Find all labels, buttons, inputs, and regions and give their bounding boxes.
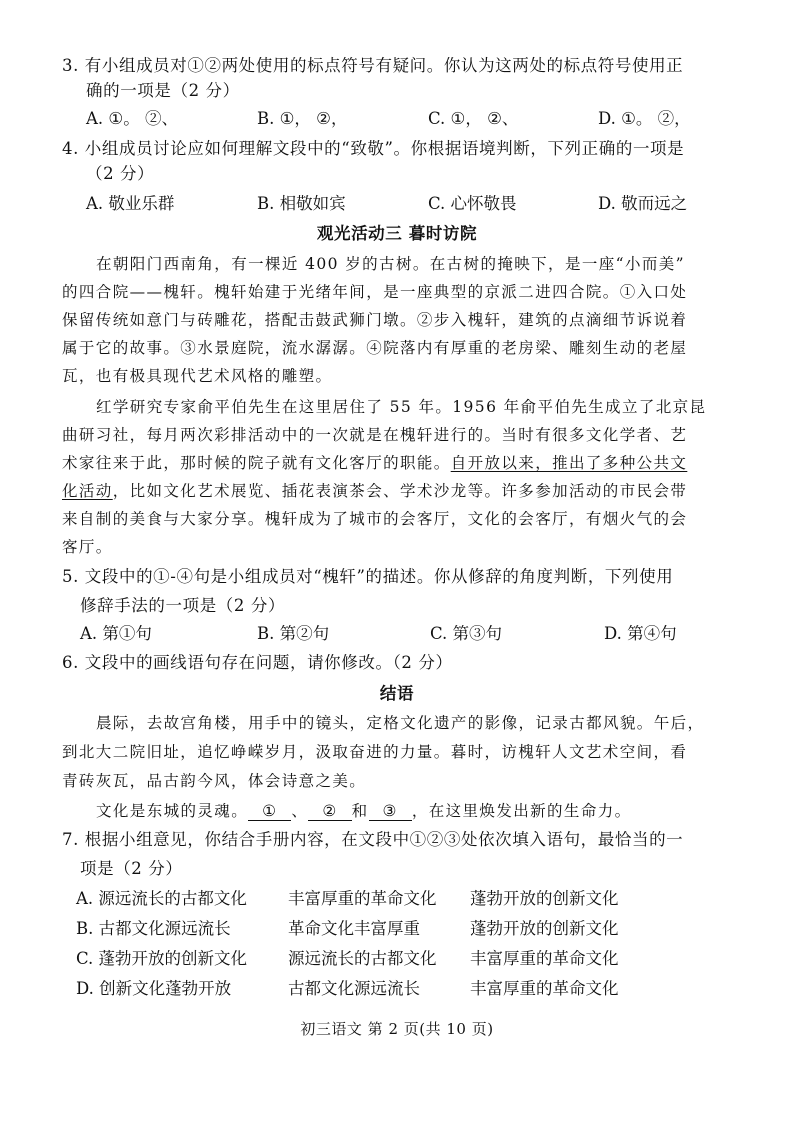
q7-option-b-col1: B. 古都文化源远流长: [76, 919, 231, 938]
q7-option-d-col3: 丰富厚重的革命文化: [470, 979, 619, 998]
fill-in-prefix: 文化是东城的灵魂。: [96, 802, 249, 820]
underlined-sentence-part1: 自开放以来，推出了多种公共文: [450, 454, 688, 472]
conclusion-line3: 青砖灰瓦，品古韵今风，体会诗意之美。: [62, 772, 367, 790]
q4-stem-line1: 4. 小组成员讨论应如何理解文段中的“致敬”。你根据语境判断，下列正确的一项是: [62, 139, 685, 158]
q4-option-d: D. 敬而远之: [598, 194, 688, 213]
q3-option-a: A. ①。 ②、: [86, 109, 178, 128]
q5-stem-line2: 修辞手法的一项是（2 分）: [80, 596, 286, 615]
passage-p1-line2: 的四合院——槐轩。槐轩始建于光绪年间，是一座典型的京派二进四合院。①入口处: [62, 283, 688, 301]
conclusion-fill-in-line: [96, 800, 632, 822]
q6-stem: 6. 文段中的画线语句存在问题，请你修改。（2 分）: [62, 653, 453, 672]
passage-p2-line2: 曲研习社，每月两次彩排活动中的一次就是在槐轩进行的。当时有很多文化学者、艺: [62, 426, 688, 444]
q4-stem-line2: （2 分）: [86, 164, 155, 183]
q7-option-d-col1: D. 创新文化蓬勃开放: [76, 979, 232, 998]
q7-option-d-col2: 古都文化源远流长: [288, 979, 420, 998]
passage-p1-line4: 属于它的故事。③水景庭院，流水潺潺。④院落内有厚重的老房梁、雕刻生动的老屋: [62, 339, 688, 357]
q7-option-c-col3: 丰富厚重的革命文化: [470, 949, 619, 968]
passage-p1-line5: 瓦，也有极具现代艺术风格的雕塑。: [62, 367, 333, 385]
conclusion-line1: 晨际，去故宫角楼，用手中的镜头，定格文化遗产的影像，记录古都风貌。午后，: [96, 714, 705, 732]
q4-option-b: B. 相敬如宾: [257, 194, 346, 213]
blank-1: ①: [248, 802, 291, 821]
passage-p1-line1: 在朝阳门西南角，有一棵近 400 岁的古树。在古树的掩映下，是一座“小而美”: [96, 255, 685, 273]
passage-p2-line1: 红学研究专家俞平伯先生在这里居住了 55 年。1956 年俞平伯先生成立了北京昆: [96, 398, 707, 416]
q5-option-c: C. 第③句: [430, 624, 503, 643]
passage-p2-line3: [62, 452, 687, 474]
blank-2: ②: [308, 802, 351, 821]
underlined-sentence-part2: 化活动: [62, 482, 113, 500]
q7-stem-line1: 7. 根据小组意见，你结合手册内容，在文段中①②③处依次填入语句，最恰当的一: [62, 830, 684, 849]
q3-option-b: B. ①， ②，: [257, 109, 348, 128]
q3-option-c: C. ①， ②、: [428, 109, 519, 128]
q5-stem-line1: 5. 文段中的①-④句是小组成员对“槐轩”的描述。你从修辞的角度判断，下列使用: [62, 567, 674, 586]
passage-p2-line3-text: 术家往来于此，那时候的院子就有文化客厅的职能。: [62, 454, 451, 472]
page-footer: 初三语文 第 2 页(共 10 页): [300, 1020, 494, 1038]
q7-option-b-col2: 革命文化丰富厚重: [288, 919, 420, 938]
q3-stem-line2: 确的一项是（2 分）: [86, 81, 240, 100]
q7-option-a-col1: A. 源远流长的古都文化: [76, 889, 247, 908]
q4-option-a: A. 敬业乐群: [86, 194, 175, 213]
q7-option-c-col2: 源远流长的古都文化: [288, 949, 437, 968]
q5-option-d: D. 第④句: [604, 624, 677, 643]
q7-option-c-col1: C. 蓬勃开放的创新文化: [76, 949, 248, 968]
q3-stem-line1: 3. 有小组成员对①②两处使用的标点符号有疑问。你认为这两处的标点符号使用正: [62, 56, 684, 75]
fill-in-suffix: ，在这里焕发出新的生命力。: [411, 802, 632, 820]
q5-option-a: A. 第①句: [80, 624, 152, 643]
blank-separator-1: 、: [291, 802, 309, 820]
conclusion-line2: 到北大二院旧址，追忆峥嵘岁月，汲取奋进的力量。暮时，访槐轩人文艺术空间，看: [62, 743, 688, 761]
q7-option-a-col2: 丰富厚重的革命文化: [288, 889, 437, 908]
section3-heading: 观光活动三 暮时访院: [316, 224, 478, 243]
passage-p2-line5: 来自制的美食与大家分享。槐轩成为了城市的会客厅，文化的会客厅，有烟火气的会: [62, 510, 688, 528]
passage-p2-line4-text: ，比如文化艺术展览、插花表演茶会、学术沙龙等。许多参加活动的市民会带: [112, 482, 688, 500]
conclusion-heading: 结语: [379, 684, 415, 703]
blank-separator-2: 和: [351, 802, 369, 820]
blank-3: ③: [369, 802, 412, 821]
q7-stem-line2: 项是（2 分）: [80, 859, 183, 878]
passage-p2-line4: [62, 480, 687, 502]
passage-p2-line6: 客厅。: [62, 538, 113, 556]
q3-option-d: D. ①。 ②，: [598, 109, 691, 128]
q7-option-a-col3: 蓬勃开放的创新文化: [470, 889, 619, 908]
q4-option-c: C. 心怀敬畏: [428, 194, 517, 213]
q7-option-b-col3: 蓬勃开放的创新文化: [470, 919, 619, 938]
passage-p1-line3: 保留传统如意门与砖雕花，搭配击鼓武狮门墩。②步入槐轩，建筑的点滴细节诉说着: [62, 311, 688, 329]
q5-option-b: B. 第②句: [257, 624, 330, 643]
